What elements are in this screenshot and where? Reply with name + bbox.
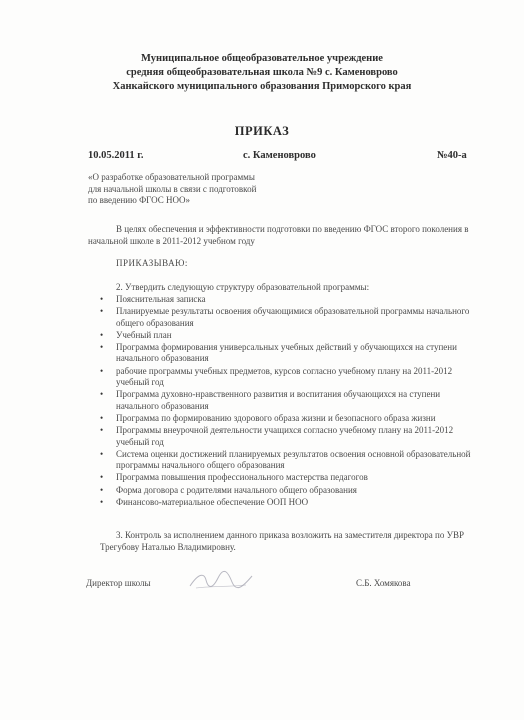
list-item: • Программа по формированию здорового образа жизни и безопасного образа жизни	[100, 412, 436, 423]
bullet-icon: •	[100, 329, 104, 340]
item-2: 2. Утвердить следующую структуру образовательной программы:	[116, 282, 370, 292]
handwritten-signature-icon	[186, 566, 256, 594]
list-item: • Программа повышения профессионального мастерства педагогов	[100, 472, 368, 483]
order-number: №40-а	[437, 150, 467, 161]
list-item: • Программы внеурочной деятельности учащихся согласно учебному плану на 2011-2012 учебный год	[100, 425, 454, 447]
bullet-icon: •	[100, 425, 104, 436]
order-place: с. Каменоврово	[243, 150, 316, 161]
order-word: ПРИКАЗЫВАЮ:	[116, 258, 188, 268]
header-line-2: средняя общеобразовательная школа №9 с. Каменоврово	[126, 67, 398, 78]
school-header	[0, 52, 524, 94]
bullet-icon: •	[100, 448, 104, 459]
bullet-icon: •	[100, 496, 104, 507]
list-item: • Учебный план	[100, 329, 172, 340]
intro-paragraph: В целях обеспечения и эффективности подготовки по введению ФГОС второго поколения в начальной школе в 2011-2012 учебном году	[88, 224, 469, 246]
bullet-icon: •	[100, 306, 104, 317]
bullet-icon: •	[100, 389, 104, 400]
signature-label: Директор школы	[86, 578, 151, 588]
list-item: • Система оценки достижений планируемых результатов освоения основной образовательной программы начального общего образования	[100, 448, 471, 471]
subject-line-3: по введению ФГОС НОО»	[88, 195, 191, 205]
order-subject	[88, 172, 318, 207]
list-item: • рабочие программы учебных предметов, курсов согласно учебному плану на 2011-2012 учебный год	[100, 365, 453, 388]
list-item: • Форма договора с родителями начального общего образования	[100, 484, 357, 495]
program-structure-list	[100, 294, 482, 509]
bullet-icon: •	[100, 412, 104, 423]
document-title: ПРИКАЗ	[234, 124, 290, 138]
list-item: • Планируемые результаты освоения обучающимися образовательной программы начального общего образования	[100, 306, 470, 328]
list-item: • Программа формирования универсальных учебных действий у обучающихся на ступени начального образования	[100, 341, 457, 364]
bullet-icon: •	[100, 472, 104, 483]
subject-line-2: для начальной школы в связи с подготовкой	[88, 183, 257, 194]
list-item: • Финансово-материальное обеспечение ООП НОО	[100, 496, 309, 507]
item-3: 3. Контроль за исполнением данного приказа возложить на заместителя директора по УВР Трегубову Наталью Владимировну.	[100, 530, 464, 552]
bullet-icon: •	[100, 294, 104, 304]
list-item: • Программа духовно-нравственного развития и воспитания обучающихся на ступени начального образования	[100, 389, 441, 411]
signature-name: С.Б. Хомякова	[356, 578, 411, 588]
order-date: 10.05.2011 г.	[88, 150, 144, 161]
list-item: • Пояснительная записка	[100, 294, 206, 304]
bullet-icon: •	[100, 484, 104, 495]
bullet-icon: •	[100, 341, 104, 352]
header-line-3: Ханкайского муниципального образования Приморского края	[112, 81, 412, 92]
header-line-1: Муниципальное общеобразовательное учреждение	[141, 53, 383, 64]
subject-line-1: «О разработке образовательной программы	[88, 172, 255, 182]
bullet-icon: •	[100, 365, 104, 376]
